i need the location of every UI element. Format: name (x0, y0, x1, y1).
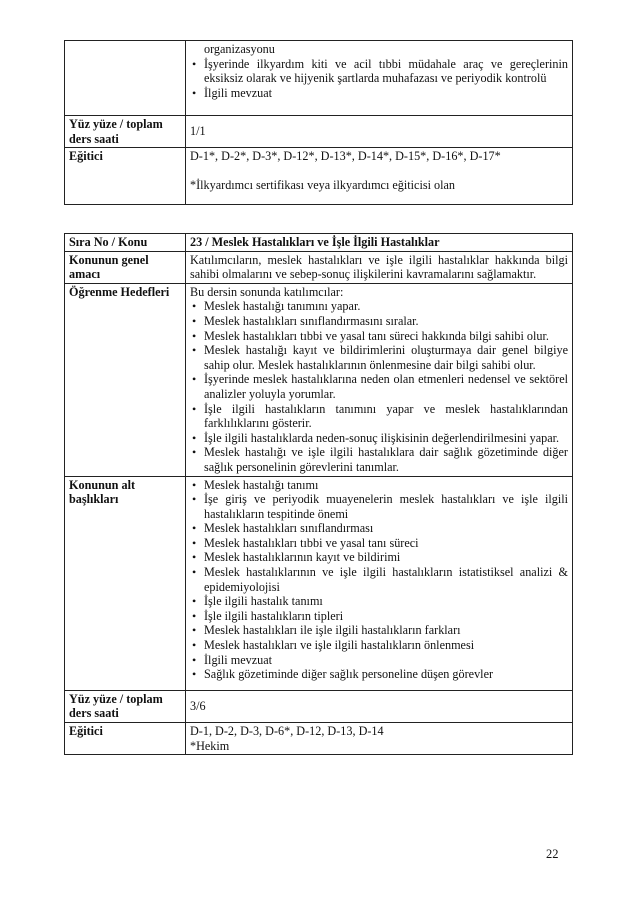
list-item: • Meslek hastalığı tanımını yapar. (190, 299, 568, 314)
topic-label: Sıra No / Konu (65, 234, 186, 252)
list-item: • İşle ilgili hastalıkların tipleri (190, 609, 568, 624)
table-row (65, 476, 573, 690)
table-row (65, 723, 573, 755)
topic-value: 23 / Meslek Hastalıkları ve İşle İlgili Hastalıklar (186, 234, 573, 252)
list-item: • Meslek hastalıklarının ve işle ilgili hastalıkların istatistiksel analizi & epidemiyolojisi (190, 565, 568, 594)
hours-value: 3/6 (186, 690, 573, 722)
hours-label: Yüz yüze / toplam ders saati (65, 690, 186, 722)
list-item: • İlgili mevzuat (190, 86, 568, 101)
training-table-continued (64, 40, 573, 205)
trainer-label: Eğitici (65, 148, 186, 205)
list-item: • Meslek hastalığı kayıt ve bildirimlerini oluşturmaya dair genel bilgiye sahip olur. Meslek hastalıklarının önlenmesine dair bilgi sahibi olur. (190, 343, 568, 372)
subtopics-cell (186, 476, 573, 690)
content-cell (186, 41, 573, 116)
list-item: • Meslek hastalıkları sınıflandırması (190, 521, 568, 536)
list-item: • Meslek hastalıklarının kayıt ve bildirimi (190, 550, 568, 565)
trainer-label: Eğitici (65, 723, 186, 755)
list-item: • Meslek hastalıkları sınıflandırmasını sıralar. (190, 314, 568, 329)
list-item: • Meslek hastalıkları tıbbi ve yasal tanı süreci (190, 536, 568, 551)
hours-label: Yüz yüze / toplam ders saati (65, 116, 186, 148)
list-item: • İşle ilgili hastalık tanımı (190, 594, 568, 609)
spacer (190, 164, 568, 178)
list-item: • Meslek hastalığı ve işle ilgili hastalıklara dair sağlık gözetiminde diğer sağlık personelinin görevlerini tanımlar. (190, 445, 568, 474)
page-number: 22 (546, 847, 559, 861)
empty-label-cell (65, 41, 186, 116)
subtopics-list (190, 478, 568, 682)
table-row (65, 116, 573, 148)
list-item: • Sağlık gözetiminde diğer sağlık personeline düşen görevler (190, 667, 568, 682)
list-item: • Meslek hastalıkları tıbbi ve yasal tanı süreci hakkında bilgi sahibi olur. (190, 329, 568, 344)
purpose-text: Katılımcıların, meslek hastalıkları ve işle ilgili hastalıklar hakkında bilgi sahibi olmalarını ve sebep-sonuç ilişkilerini kavramalarını sağlamaktır. (186, 251, 573, 283)
subtopics-label: Konunun alt başlıkları (65, 476, 186, 690)
table-row (65, 283, 573, 476)
trainer-value: D-1, D-2, D-3, D-6*, D-12, D-13, D-14 (190, 724, 384, 738)
list-item: • İşyerinde meslek hastalıklarına neden olan etmenleri nedensel ve sektörel analizler yoluyla yorumlar. (190, 372, 568, 401)
trainer-cell (186, 148, 573, 205)
table-row (65, 41, 573, 116)
trainer-note: *Hekim (190, 738, 230, 753)
table-row (65, 148, 573, 205)
trainer-value: D-1*, D-2*, D-3*, D-12*, D-13*, D-14*, D-15*, D-16*, D-17* (190, 149, 501, 164)
hours-value: 1/1 (186, 116, 573, 148)
list-item: • İşyerinde ilkyardım kiti ve acil tıbbi müdahale araç ve gereçlerinin eksiksiz olarak ve hijyenik şartlarda muhafazası ve periyodik kontrolü (190, 57, 568, 86)
list-item: • İşle ilgili hastalıkların tanımını yapar ve meslek hastalıklarından farklılıklarını gösterir. (190, 402, 568, 431)
list-item: • İlgili mevzuat (190, 653, 568, 668)
trainer-note: *İlkyardımcı sertifikası veya ilkyardımcı eğiticisi olan (190, 177, 456, 192)
list-item: • Meslek hastalıkları ile işle ilgili hastalıkların farkları (190, 623, 568, 638)
bullet-list (190, 42, 568, 100)
topic-table (64, 233, 573, 755)
objectives-cell (186, 283, 573, 476)
purpose-label: Konunun genel amacı (65, 251, 186, 283)
list-item: • Meslek hastalığı tanımı (190, 478, 568, 493)
table-row (65, 251, 573, 283)
objectives-label: Öğrenme Hedefleri (65, 283, 186, 476)
trainer-cell (186, 723, 573, 755)
table-row (65, 234, 573, 252)
objectives-list (190, 299, 568, 474)
list-item: • İşe giriş ve periyodik muayenelerin meslek hastalıkları ve işle ilgili hastalıkların tespitinde önemi (190, 492, 568, 521)
list-item: • İşle ilgili hastalıklarda neden-sonuç ilişkisinin değerlendirilmesini yapar. (190, 431, 568, 446)
list-item: organizasyonu (204, 42, 275, 56)
list-item: • Meslek hastalıkları ve işle ilgili hastalıkların önlenmesi (190, 638, 568, 653)
objectives-intro: Bu dersin sonunda katılımcılar: (190, 284, 344, 299)
table-row (65, 690, 573, 722)
